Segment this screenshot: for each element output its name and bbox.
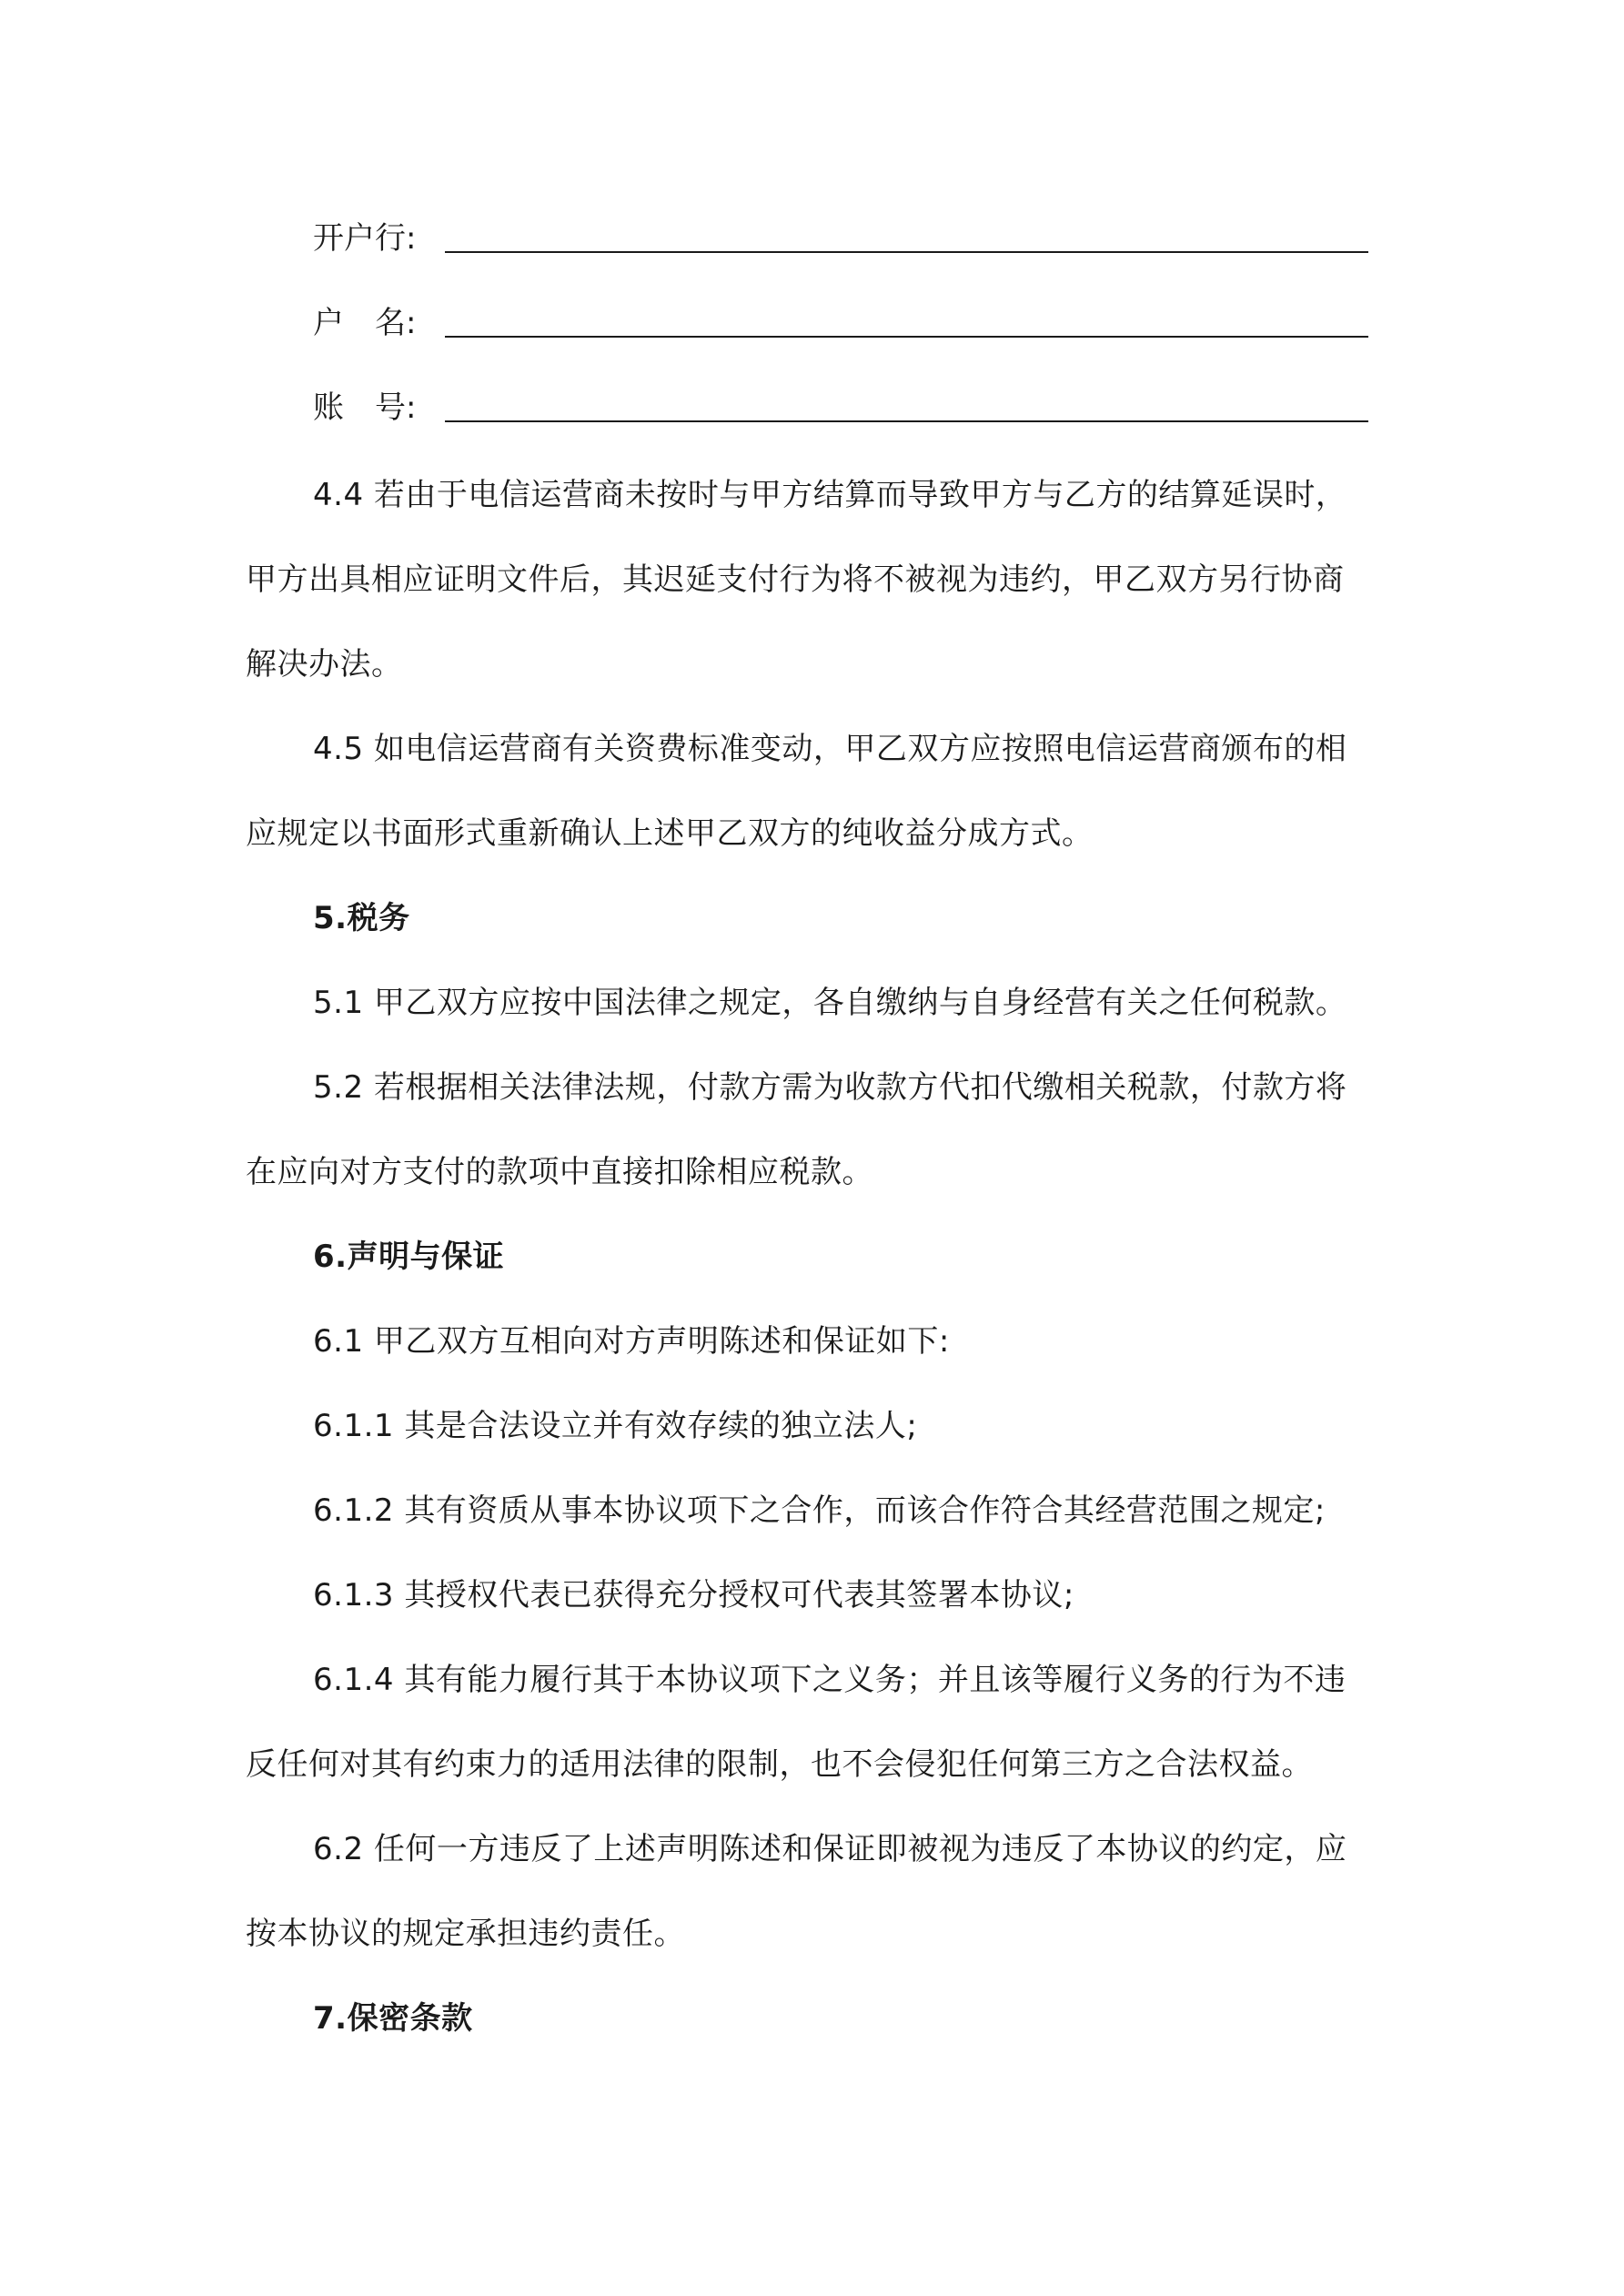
account-holder-blank-line [445, 336, 1368, 338]
clause-5-2-line-1: 5.2 若根据相关法律法规，付款方需为收款方代扣代缴相关税款，付款方将 [313, 1069, 1347, 1106]
clause-4-4-line-2: 甲方出具相应证明文件后，其迟延支付行为将不被视为违约，甲乙双方另行协商 [246, 561, 1345, 598]
clause-6-2-line-1: 6.2 任何一方违反了上述声明陈述和保证即被视为违反了本协议的约定，应 [313, 1831, 1347, 1867]
clause-4-5-line-2: 应规定以书面形式重新确认上述甲乙双方的纯收益分成方式。 [246, 815, 1094, 852]
section-5-heading: 5.税务 [313, 900, 410, 936]
clause-4-4-line-3: 解决办法。 [246, 646, 403, 683]
clause-5-2-line-2: 在应向对方支付的款项中直接扣除相应税款。 [246, 1154, 873, 1190]
clause-6-1-4-line-1: 6.1.4 其有能力履行其于本协议项下之义务；并且该等履行义务的行为不违 [313, 1662, 1347, 1698]
account-number-field [313, 386, 1368, 430]
account-holder-field [313, 301, 1368, 345]
clause-6-1-3: 6.1.3 其授权代表已获得充分授权可代表其签署本协议; [313, 1577, 1074, 1613]
section-7-heading: 7.保密条款 [313, 2000, 473, 2037]
account-number-blank-line [445, 420, 1368, 422]
clause-5-1: 5.1 甲乙双方应按中国法律之规定，各自缴纳与自身经营有关之任何税款。 [313, 985, 1347, 1021]
clause-6-1-4-line-2: 反任何对其有约束力的适用法律的限制，也不会侵犯任何第三方之合法权益。 [246, 1746, 1313, 1783]
clause-4-5-line-1: 4.5 如电信运营商有关资费标准变动，甲乙双方应按照电信运营商颁布的相 [313, 731, 1347, 767]
clause-6-2-line-2: 按本协议的规定承担违约责任。 [246, 1916, 685, 1952]
bank-name-label: 开户行: [313, 220, 417, 257]
bank-name-blank-line [445, 251, 1368, 253]
bank-name-field [313, 217, 1368, 260]
clause-4-4-line-1: 4.4 若由于电信运营商未按时与甲方结算而导致甲方与乙方的结算延误时， [313, 477, 1347, 513]
clause-6-1: 6.1 甲乙双方互相向对方声明陈述和保证如下: [313, 1323, 950, 1360]
account-holder-label: 户 名: [313, 305, 417, 341]
section-6-heading: 6.声明与保证 [313, 1239, 505, 1275]
clause-6-1-1: 6.1.1 其是合法设立并有效存续的独立法人; [313, 1408, 918, 1444]
clause-6-1-2: 6.1.2 其有资质从事本协议项下之合作，而该合作符合其经营范围之规定; [313, 1492, 1326, 1529]
account-number-label: 账 号: [313, 389, 417, 426]
